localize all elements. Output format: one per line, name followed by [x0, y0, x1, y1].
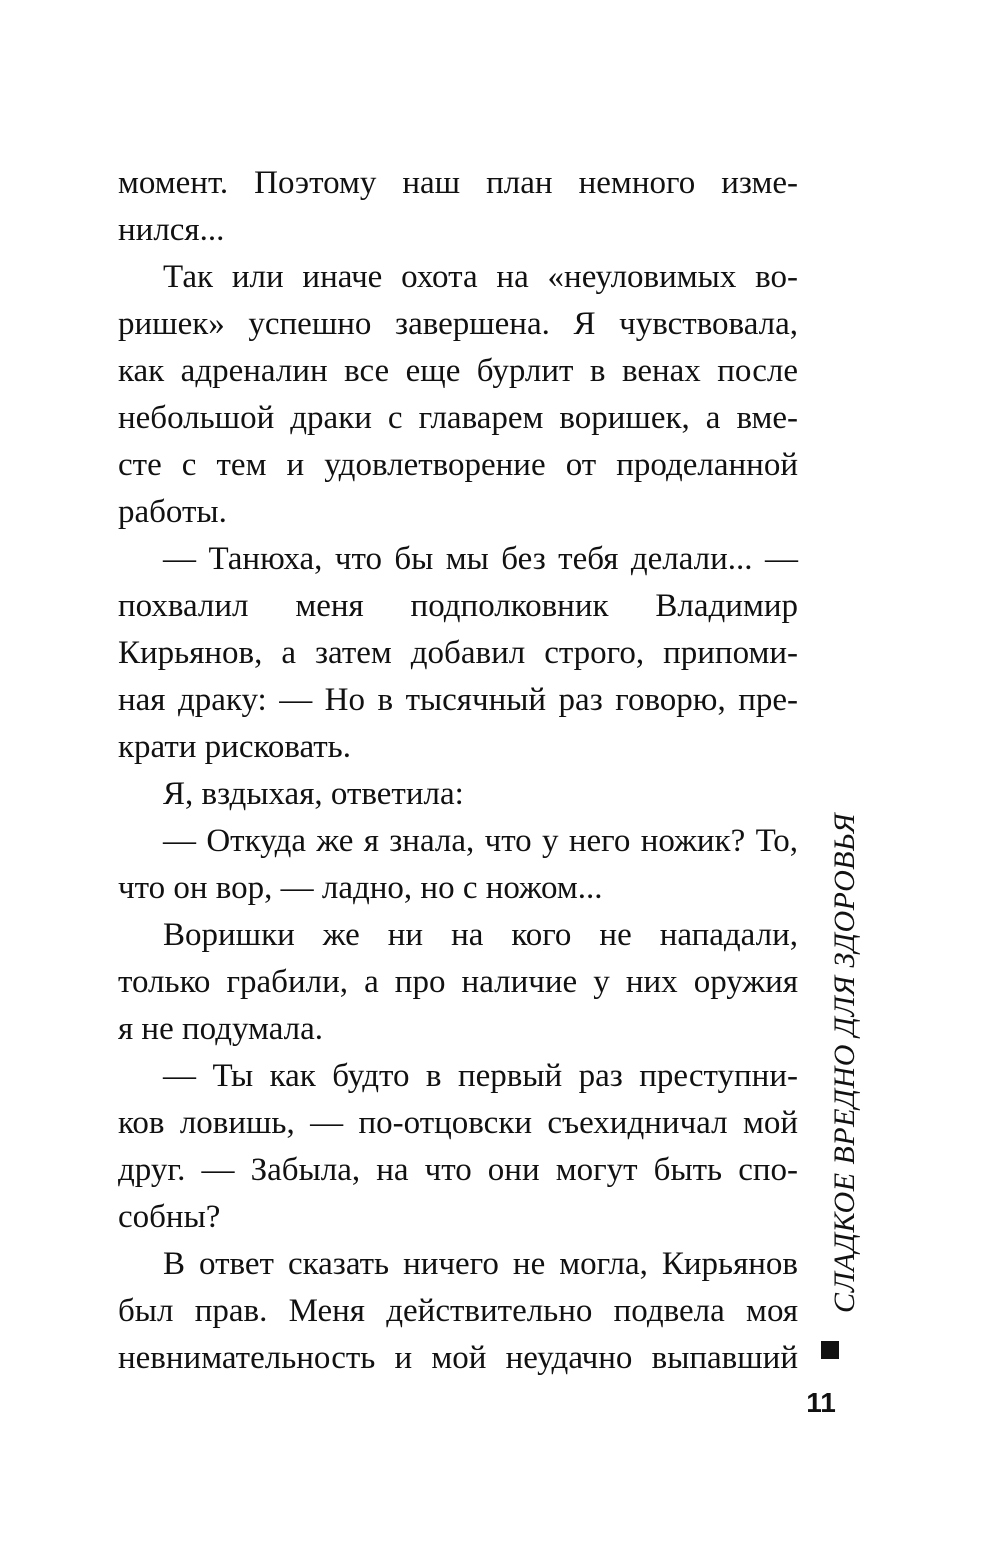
text-line: — Откуда же я знала, что у него ножик? То, [163, 823, 798, 859]
text-line: друг. — Забыла, на что они могут быть спо- [118, 1152, 798, 1188]
text-line: что он вор, — ладно, но с ножом... [118, 870, 603, 906]
text-line: ков ловишь, — по-отцовски съехидничал мой [118, 1105, 798, 1141]
text-line: Так или иначе охота на «неуловимых во- [163, 259, 798, 295]
text-line: я не подумала. [118, 1011, 324, 1047]
text-line: как адреналин все еще бурлит в венах после [118, 353, 798, 389]
running-title: СЛАДКОЕ ВРЕДНО ДЛЯ ЗДОРОВЬЯ [828, 812, 861, 1313]
body-text [118, 160, 798, 1382]
text-line: Кирьянов, а затем добавил строго, припоми- [118, 635, 798, 671]
page-number: 11 [806, 1387, 836, 1418]
text-line: невнимательность и мой неудачно выпавший [118, 1340, 798, 1376]
text-line: — Ты как будто в первый раз преступни- [163, 1058, 798, 1094]
text-line: ная драку: — Но в тысячный раз говорю, пре- [118, 682, 798, 718]
text-line: В ответ сказать ничего не могла, Кирьянов [163, 1246, 798, 1282]
text-line: Воришки же ни на кого не нападали, [163, 917, 798, 953]
text-line: только грабили, а про наличие у них оружия [118, 964, 798, 1000]
square-marker-icon [821, 1341, 839, 1359]
text-line: крати рисковать. [118, 729, 351, 765]
text-line: собны? [118, 1199, 221, 1235]
text-line: похвалил меня подполковник Владимир [118, 588, 798, 624]
text-line: работы. [118, 494, 227, 530]
text-line: — Танюха, что бы мы без тебя делали... — [163, 541, 798, 577]
text-line: был прав. Меня действительно подвела моя [118, 1293, 798, 1329]
text-line: сте с тем и удовлетворение от проделанной [118, 447, 798, 483]
text-line: Я, вздыхая, ответила: [163, 776, 464, 812]
text-line: момент. Поэтому наш план немного изме- [118, 165, 798, 201]
text-line: нился... [118, 212, 225, 248]
text-line: небольшой драки с главарем воришек, а вме- [118, 400, 798, 436]
text-line: ришек» успешно завершена. Я чувствовала, [118, 306, 798, 342]
